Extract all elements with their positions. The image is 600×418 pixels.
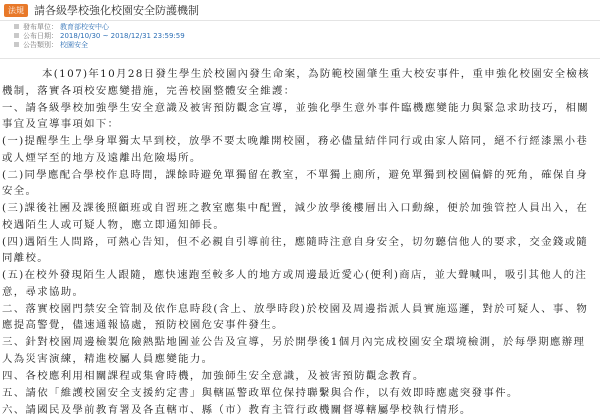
meta-value: 校園安全 — [60, 40, 88, 50]
paragraph: 五、請依「維護校園安全支援約定書」與轄區警政單位保持聯繫與合作，以有效即時應處突發事件。 — [2, 385, 594, 402]
meta-value: 教育部校安中心 — [60, 22, 109, 32]
bullet-square-icon — [14, 33, 19, 38]
page-title: 請各級學校強化校園安全防護機制 — [34, 2, 199, 18]
meta-key: 發布單位： — [23, 22, 58, 32]
paragraph: 一、請各級學校加強學生安全意識及被害預防觀念宣導，並強化學生意外事件臨機應變能力與緊急求助技巧，相關事宜及宣導事項如下： — [2, 100, 594, 133]
bullet-square-icon — [14, 42, 19, 47]
meta-value: 2018/10/30 ~ 2018/12/31 23:59:59 — [60, 32, 185, 40]
meta-row-date — [14, 31, 600, 40]
paragraph: 二、落實校園門禁安全管制及依作息時段(含上、放學時段)於校園及周邊指派人員實施巡邏，對於可疑人、事、物應提高警覺，儘速通報協處，預防校園危安事件發生。 — [2, 301, 594, 334]
paragraph: (一)提醒學生上學身單獨太早到校，放學不要太晚離開校園，務必儘量結伴同行或由家人陪同，絕不行經漆黑小巷或人煙罕至的地方及遠離出危險場所。 — [2, 133, 594, 166]
bullet-square-icon — [14, 24, 19, 29]
meta-key: 公布日期： — [23, 31, 58, 41]
paragraph: (四)遇陌生人問路，可熱心告知，但不必親自引導前往，應隨時注意自身安全，切勿聽信他人的要求，交金錢或隨同離校。 — [2, 234, 594, 267]
meta-row-publisher — [14, 22, 600, 31]
title-bar — [0, 0, 600, 21]
paragraph: (三)課後社團及課後照顧班或自習班之教室應集中配置，減少放學後樓層出入口動線，便於加強管控人員出入，在校遇陌生人或可疑人物，應立即通知師長。 — [2, 200, 594, 233]
meta-key: 公告類別： — [23, 40, 58, 50]
paragraph-intro: 本(107)年10月28日發生學生於校園內發生命案，為防範校園肇生重大校安事件，重申強化校園安全檢核機制，落實各項校安應變措施，完善校園整體安全維護： — [2, 66, 594, 99]
paragraph: 三、針對校園周邊檢製危險熱點地圖並公告及宣導，另於開學後1個月內完成校園安全環境檢測，於每學期應辦理人為災害演練，精進校屬人員應變能力。 — [2, 334, 594, 367]
announcement-body — [2, 66, 594, 418]
paragraph: 四、各校應利用相關課程或集會時機，加強師生安全意識，及被害預防觀念教育。 — [2, 368, 594, 385]
category-badge: 法規 — [4, 4, 28, 17]
meta-row-category — [14, 40, 600, 49]
paragraph: 六、請國民及學前教育署及各直轄市、縣（市）教育主管行政機關督導轄屬學校執行情形。 — [2, 402, 594, 418]
divider — [0, 58, 600, 59]
meta-info — [0, 22, 600, 58]
paragraph: (五)在校外發現陌生人跟隨，應快速跑至較多人的地方或周邊最近愛心(便利)商店，並大聲喊叫，吸引其他人的注意，尋求協助。 — [2, 267, 594, 300]
paragraph: (二)同學應配合學校作息時間，課餘時避免單獨留在教室，不單獨上廁所，避免單獨到校園偏僻的死角，確保自身安全。 — [2, 167, 594, 200]
